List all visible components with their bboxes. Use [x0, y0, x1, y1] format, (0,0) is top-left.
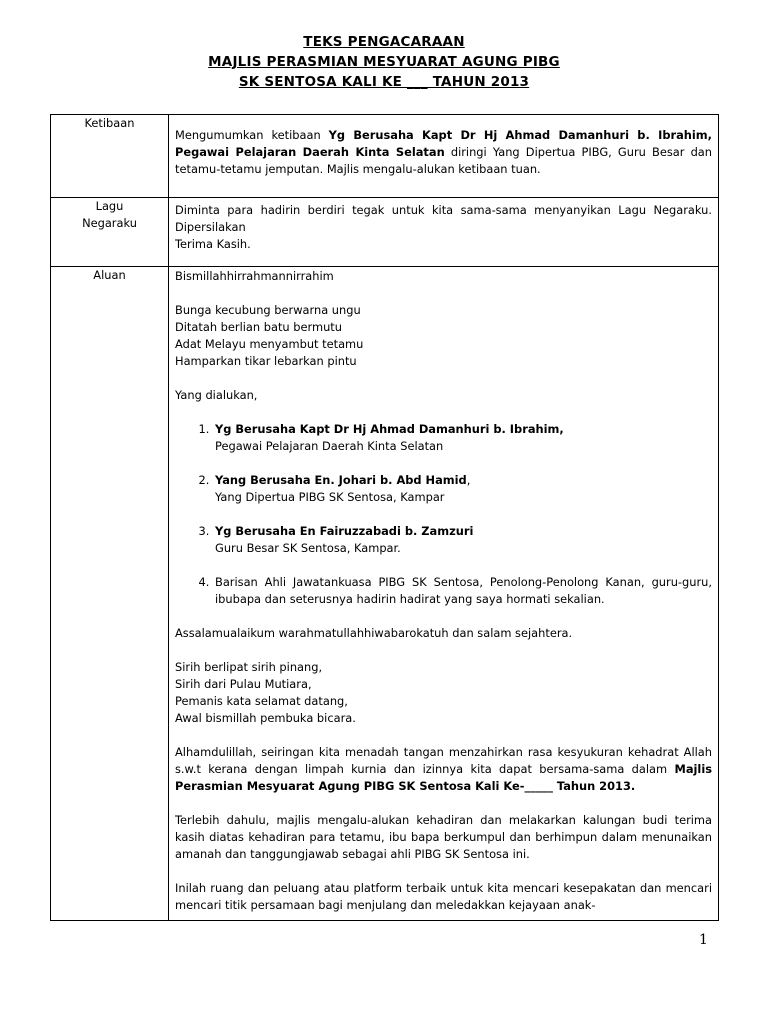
guest-item	[213, 472, 712, 506]
row-aluan	[51, 267, 719, 921]
terlebih-paragraph: Terlebih dahulu, majlis mengalu-alukan kehadiran dan melakarkan kalungan budi terima kasih diatas kehadiran para tetamu, ibu bapa berkumpul dan berhimpun dalam menunaikan amanah dan tanggungjawab sebagai ahli PIBG SK Sentosa ini.	[175, 813, 712, 861]
guest-2-name: Yang Berusaha En. Johari b. Abd Hamid	[215, 473, 467, 487]
pantun2-line-1: Sirih berlipat sirih pinang,	[175, 660, 323, 674]
pantun1-line-3: Adat Melayu menyambut tetamu	[175, 337, 364, 351]
guest-1-name: Yg Berusaha Kapt Dr Hj Ahmad Damanhuri b. Ibrahim,	[215, 422, 564, 436]
guest-item	[213, 523, 712, 557]
ketibaan-text-b: Yg Berusaha Kapt Dr Hj Ahmad Damanhuri b. Ibrahim, Pegawai Pelajaran Daerah Kinta Selatan	[175, 128, 712, 159]
salam: Assalamualaikum warahmatullahhiwabarokatuh dan salam sejahtera.	[175, 626, 573, 640]
guest-1-role: Pegawai Pelajaran Daerah Kinta Selatan	[215, 439, 444, 453]
label-lagu-1: Lagu	[95, 199, 124, 213]
guest-4-text: Barisan Ahli Jawatankuasa PIBG SK Sentosa, Penolong-Penolong Kanan, guru-guru, ibubapa dan seterusnya hadirin hadirat yang saya hormati sekalian.	[215, 575, 712, 606]
pantun2-line-3: Pemanis kata selamat datang,	[175, 694, 348, 708]
label-ketibaan: Ketibaan	[51, 115, 169, 198]
inilah-paragraph: Inilah ruang dan peluang atau platform terbaik untuk kita mencari kesepakatan dan mencari mencari titik persamaan bagi menjulang dan meledakkan kejayaan anak-	[175, 881, 712, 912]
label-lagu	[51, 198, 169, 267]
guest-item	[213, 421, 712, 455]
pantun1-line-4: Hamparkan tikar lebarkan pintu	[175, 354, 357, 368]
title-line-3: SK SENTOSA KALI KE ___ TAHUN 2013	[238, 74, 530, 90]
guest-list	[175, 421, 712, 608]
alhamdulillah-paragraph	[175, 744, 712, 795]
row-lagu	[51, 198, 719, 267]
ketibaan-text-c: diringi Yang Dipertua PIBG, Guru Besar dan tetamu-tetamu jemputan. Majlis mengalu-alukan ketibaan tuan.	[175, 145, 712, 176]
label-aluan: Aluan	[51, 267, 169, 921]
content-ketibaan	[169, 115, 719, 198]
dialukan: Yang dialukan,	[175, 388, 258, 402]
guest-2-suffix: ,	[466, 473, 471, 487]
guest-2-role: Yang Dipertua PIBG SK Sentosa, Kampar	[215, 490, 445, 504]
bismillah: Bismillahhirrahmannirrahim	[175, 269, 334, 283]
page-number: 1	[699, 932, 708, 948]
lagu-text-1: Diminta para hadirin berdiri tegak untuk kita sama-sama menyanyikan Lagu Negaraku. Dipersilakan	[175, 203, 712, 234]
row-ketibaan	[51, 115, 719, 198]
alhamdulillah-b: Majlis Perasmian Mesyuarat Agung PIBG SK Sentosa Kali Ke-_____ Tahun 2013.	[175, 762, 712, 793]
content-lagu	[169, 198, 719, 267]
ketibaan-text-a: Mengumumkan ketibaan	[175, 128, 329, 142]
alhamdulillah-a: Alhamdulillah, seiringan kita menadah tangan menzahirkan rasa kesyukuran kehadrat Allah s.w.t kerana dengan limpah kurnia dan izinnya kita dapat bersama-sama dalam	[175, 745, 712, 776]
guest-3-name: Yg Berusaha En Fairuzzabadi b. Zamzuri	[215, 524, 474, 538]
content-aluan	[169, 267, 719, 921]
title-line-1: TEKS PENGACARAAN	[303, 34, 465, 50]
pantun1-line-1: Bunga kecubung berwarna ungu	[175, 303, 361, 317]
lagu-text-2: Terima Kasih.	[175, 237, 251, 251]
title-line-2: MAJLIS PERASMIAN MESYUARAT AGUNG PIBG	[208, 54, 560, 70]
guest-item	[213, 574, 712, 608]
pantun2-line-4: Awal bismillah pembuka bicara.	[175, 711, 356, 725]
pantun2-line-2: Sirih dari Pulau Mutiara,	[175, 677, 312, 691]
script-table	[50, 114, 719, 921]
guest-3-role: Guru Besar SK Sentosa, Kampar.	[215, 541, 401, 555]
document-title	[0, 32, 768, 92]
pantun1-line-2: Ditatah berlian batu bermutu	[175, 320, 342, 334]
label-lagu-2: Negaraku	[82, 216, 137, 230]
